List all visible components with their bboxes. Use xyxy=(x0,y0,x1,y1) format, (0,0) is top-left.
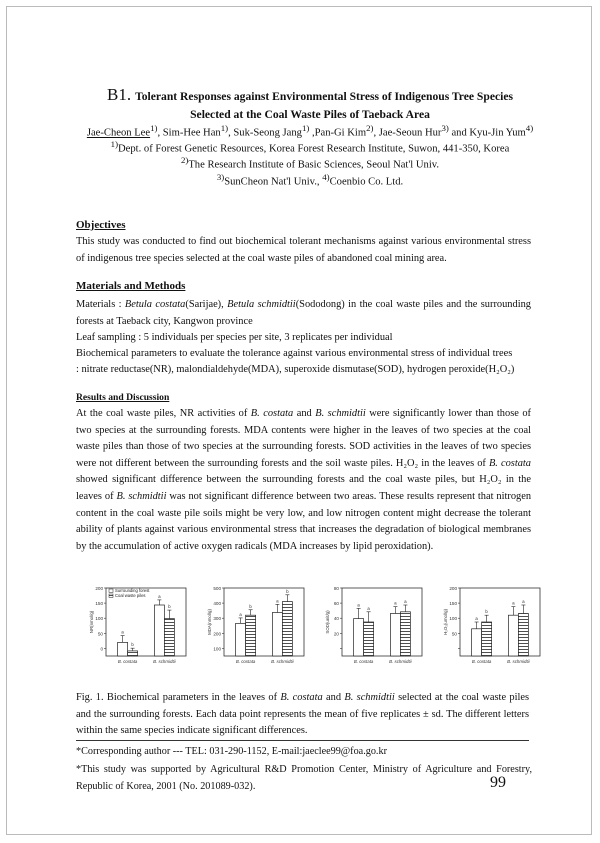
affiliation-text: Coenbio Co. Ltd. xyxy=(329,176,404,188)
significance-letter: a xyxy=(404,599,407,604)
y-tick-label: 20 xyxy=(333,631,339,637)
bar xyxy=(400,612,410,656)
category-label: B. schmidtii xyxy=(271,659,294,664)
species-name: B. costata xyxy=(280,692,323,703)
significance-letter: a xyxy=(158,593,161,599)
results-part: At the coal waste piles, NR activities of xyxy=(76,408,251,419)
materials-text xyxy=(76,297,531,330)
significance-letter: a xyxy=(276,598,279,604)
author-sup: 2) xyxy=(366,123,374,133)
author-sup: 1) xyxy=(220,123,229,133)
affiliation-3 xyxy=(60,169,560,191)
significance-letter: a xyxy=(475,616,478,621)
chart-panel-1 xyxy=(86,582,190,672)
species-name: B. costata xyxy=(250,408,294,419)
y-tick-label: 0 xyxy=(100,646,103,652)
significance-letter: b xyxy=(286,588,289,594)
paper-title xyxy=(60,86,560,124)
species-name: B. schmidtii xyxy=(344,692,395,703)
materials-part: (Sododong) in the coal waste piles and the surrounding forests at Taeback city, Kangwon province xyxy=(76,299,531,327)
affiliation-text: The Research Institute of Basic Sciences, Seoul Nat'l Univ. xyxy=(188,159,440,171)
bar xyxy=(508,615,518,656)
category-label: B. costata xyxy=(235,659,256,664)
y-tick-label: 200 xyxy=(213,631,221,637)
author-separator: and xyxy=(448,127,470,139)
biochemical-text-2: : nitrate reductase(NR), malondialdehyde(MDA), superoxide dismutase(SOD), hydrogen peroxide(H₂O₂) xyxy=(76,364,515,375)
bar xyxy=(390,614,400,657)
species-name: Betula costata xyxy=(124,299,186,310)
corresponding-author: *Corresponding author --- TEL: 031-290-1152, E-mail:jaeclee99@foa.go.kr xyxy=(76,746,387,757)
bar xyxy=(128,651,138,656)
title-line-2: Selected at the Coal Waste Piles of Taeback Area xyxy=(190,108,430,121)
affiliation-sup: 4) xyxy=(322,172,330,182)
biochemical-text-1: Biochemical parameters to evaluate the tolerance against various environmental stress of individual trees xyxy=(76,348,513,359)
significance-letter: b xyxy=(249,603,252,609)
materials-part: (Sarijae), xyxy=(185,299,228,310)
species-name: B. schmidtii xyxy=(116,490,167,502)
title-line-1: Tolerant Responses against Environmental Stress of Indigenous Tree Species xyxy=(135,90,513,103)
y-tick-label: 100 xyxy=(95,616,103,622)
results-part: showed significant difference between the surrounding forests and the coal waste piles, but H₂O₂ in the leaves of xyxy=(76,474,531,502)
author-separator: , xyxy=(373,127,379,139)
y-tick-label: 400 xyxy=(213,601,221,607)
page-number: 99 xyxy=(490,774,506,791)
support-note: *This study was supported by Agricultural R&D Promotion Center, Ministry of Agriculture and Forestry, Republic of Korea, 2001 (No. 201089-032). xyxy=(76,764,532,792)
category-label: B. costata xyxy=(471,659,492,664)
author-separator: , xyxy=(228,127,234,139)
y-tick-label: 40 xyxy=(333,616,339,622)
category-label: B. costata xyxy=(117,659,138,664)
author-name: Sim-Hee Han xyxy=(162,127,221,139)
affiliation-text: Dept. of Forest Genetic Resources, Korea Forest Research Institute, Suwon, 441-350, Korea xyxy=(118,143,510,155)
species-name: B. costata xyxy=(488,457,531,469)
y-tick-label: 300 xyxy=(213,616,221,622)
significance-letter: a xyxy=(357,602,360,608)
y-tick-label: 500 xyxy=(213,586,221,591)
figure-1-charts xyxy=(86,582,546,672)
author-sup: 4) xyxy=(525,123,534,133)
significance-letter: a xyxy=(121,629,124,635)
legend-swatch xyxy=(109,589,113,592)
legend-label: Coal waste piles xyxy=(115,593,146,598)
significance-letter: a xyxy=(239,611,242,617)
objectives-text: This study was conducted to find out biochemical tolerant mechanisms against various environmental stress of indigenous tree species selected at the coal waste piles of abandoned coal mining area. xyxy=(76,236,531,264)
legend-label: Surrounding forest xyxy=(115,588,150,593)
bar xyxy=(518,614,528,657)
results-part: were significantly lower than those of two species at the surrounding forests. MDA contents were higher in the leaves of two species at the coal waste piles than those of two species at the surrounding forests. SOD activities in the leaves of two species were not different between the surrounding forests and the soil waste piles. H₂O₂ in the leaves of xyxy=(76,408,531,469)
leaf-sampling-text: Leaf sampling : 5 individuals per species per site, 3 replicates per individual xyxy=(76,332,393,343)
methods-heading: Materials and Methods xyxy=(76,280,186,292)
caption-part: selected at the coal waste piles and the surrounding forests. Each data point represents the mean of five replicates ± sd. The different letters within the same species indicate significant differences. xyxy=(76,692,530,737)
category-label: B. costata xyxy=(353,659,374,664)
author-separator: , xyxy=(309,127,315,139)
y-tick-label: 80 xyxy=(333,586,339,591)
results-text xyxy=(76,406,531,555)
y-axis-label: H₂O₂(umol/g) xyxy=(443,608,448,636)
chart-panel-3 xyxy=(322,582,426,672)
significance-letter: a xyxy=(394,600,397,606)
significance-letter: b xyxy=(168,604,171,610)
author-name: Jae-Seoun Hur xyxy=(378,127,442,139)
y-tick-label: 100 xyxy=(449,616,457,622)
bar xyxy=(154,605,164,656)
chart-panel-4 xyxy=(440,582,544,672)
y-tick-label: 50 xyxy=(451,631,457,637)
category-label: B. schmidtii xyxy=(507,659,530,664)
y-tick-label: 200 xyxy=(95,586,103,591)
bar xyxy=(164,619,174,656)
affiliation-text: SunCheon Nat'l Univ., xyxy=(224,176,323,188)
legend-swatch xyxy=(109,594,113,597)
category-label: B. schmidtii xyxy=(153,659,176,664)
y-tick-label: 50 xyxy=(97,631,103,637)
significance-letter: b xyxy=(131,642,134,648)
caption-part: and xyxy=(322,692,345,703)
author-name: Jae-Cheon Lee xyxy=(86,127,151,139)
author-name: Pan-Gi Kim xyxy=(314,127,367,139)
bar xyxy=(246,615,256,656)
chart-panel-2 xyxy=(204,582,308,672)
y-tick-label: 60 xyxy=(333,601,339,607)
bar xyxy=(482,622,492,656)
y-tick-label: 150 xyxy=(95,601,103,607)
affiliation-sup: 1) xyxy=(110,139,119,149)
results-heading: Results and Discussion xyxy=(76,392,170,403)
results-part: and xyxy=(293,408,316,419)
bar xyxy=(236,623,246,656)
bar xyxy=(272,612,282,656)
footnote-divider xyxy=(76,740,529,741)
category-label: B. schmidtii xyxy=(389,659,412,664)
figure-caption xyxy=(76,690,529,740)
significance-letter: a xyxy=(367,605,370,611)
abstract-code: B1. xyxy=(106,85,132,104)
y-axis-label: MDA(nmol/g) xyxy=(207,609,212,635)
y-axis-label: NR(nmol/g) xyxy=(89,610,94,634)
species-name: Betula schmidtii xyxy=(227,299,296,310)
affiliation-sup: 3) xyxy=(216,172,225,182)
bar xyxy=(364,622,374,656)
affiliation-sup: 2) xyxy=(180,155,189,165)
y-tick-label: 100 xyxy=(213,646,221,652)
objectives-heading: Objectives xyxy=(76,219,126,231)
author-name: Kyu-Jin Yum xyxy=(469,127,526,139)
y-tick-label: 150 xyxy=(449,601,457,607)
results-part: was not significant difference between two areas. These results represent that nitrogen content in the coal waste pile soils might be very low, and low nitrogen content might decrease the tolerant ability of plants against various environmental stress that increases the degradation of biological membranes by the accumulation of active oxygen radicals (MDA increases by lipid peroxidation). xyxy=(76,490,532,552)
significance-letter: a xyxy=(512,600,515,606)
y-axis-label: SOD(unit/g) xyxy=(325,610,330,634)
author-sup: 1) xyxy=(150,123,158,133)
caption-part: Fig. 1. Biochemical parameters in the leaves of xyxy=(76,692,281,703)
y-tick-label: 200 xyxy=(449,586,457,591)
significance-letter: b xyxy=(485,609,488,615)
author-sup: 3) xyxy=(441,123,449,133)
materials-label: Materials : xyxy=(76,299,125,310)
significance-letter: a xyxy=(522,599,525,604)
bar xyxy=(282,602,292,656)
bar xyxy=(472,629,482,656)
author-name: Suk-Seong Jang xyxy=(233,127,302,139)
bar xyxy=(118,642,128,656)
author-sup: 1) xyxy=(301,123,310,133)
bar xyxy=(354,619,364,656)
author-separator: , xyxy=(157,127,163,139)
species-name: B. schmidtii xyxy=(315,408,366,419)
